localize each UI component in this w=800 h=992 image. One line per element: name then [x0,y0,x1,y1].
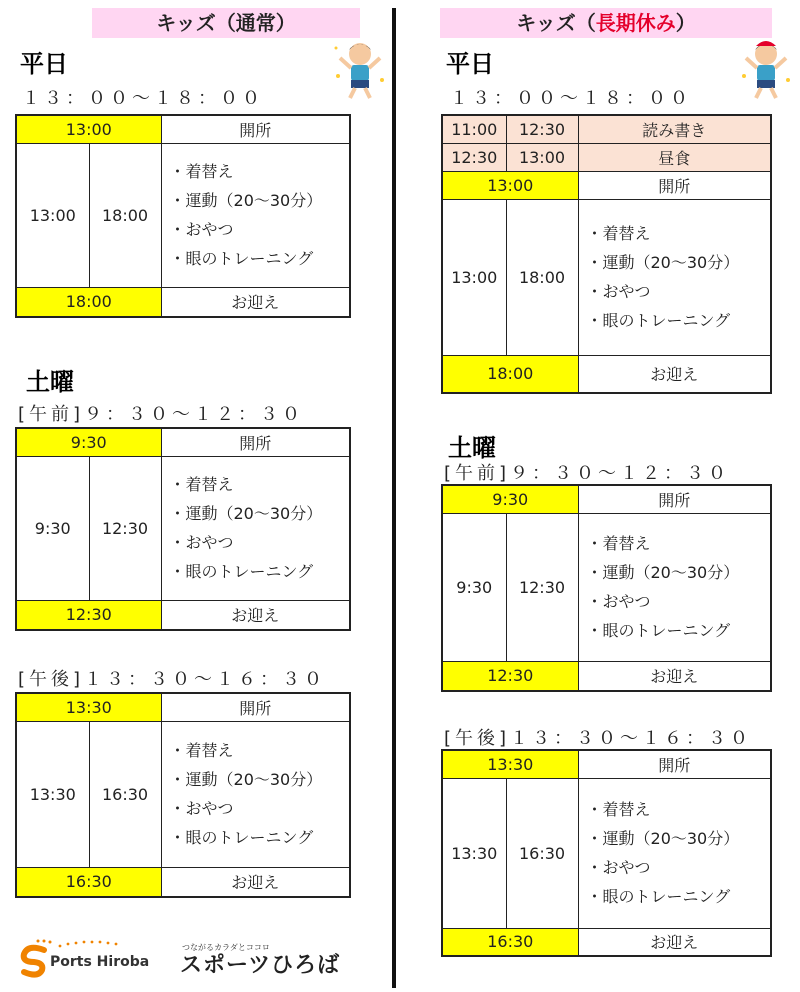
logo-name-jp: スポーツひろば [180,953,341,978]
activity-item: ・着替え [169,741,234,760]
column-divider [392,8,396,988]
end-time-cell: 12:30 [89,456,161,600]
left-saturday-pm-time: [午後]１３：３０～１６：３０ [18,669,327,690]
right-saturday-am-time: [午前]９：３０～１２：３０ [444,463,731,484]
pre-start-cell: 12:30 [442,143,506,171]
activity-item: ・運動（20～30分） [586,563,740,582]
open-label-cell: 開所 [578,485,771,513]
activity-item: ・着替え [586,534,651,553]
header-suffix: ） [675,11,696,35]
activity-item: ・おやつ [586,858,651,877]
pickup-time-cell: 18:00 [16,287,161,317]
left-weekday-table [15,114,351,318]
start-time-cell: 9:30 [442,513,506,661]
left-saturday-am-table [15,427,351,631]
activities-cell [578,513,771,661]
pickup-label-cell: お迎え [578,661,771,691]
start-time-cell: 9:30 [16,456,89,600]
activity-item: ・おやつ [586,282,651,301]
end-time-cell: 16:30 [89,721,161,867]
pickup-label-cell: お迎え [161,287,350,317]
left-column-header: キッズ（通常） [92,8,360,38]
kid-illustration-icon [330,36,390,102]
pickup-time-cell: 12:30 [442,661,578,691]
right-saturday-am-table [441,484,772,692]
activity-item: ・運動（20～30分） [586,829,740,848]
right-column-header [440,8,772,38]
open-time-cell: 9:30 [16,428,161,456]
start-time-cell: 13:30 [16,721,89,867]
end-time-cell: 18:00 [506,199,578,355]
open-label-cell: 開所 [161,115,350,143]
activity-item: ・眼のトレーニング [586,311,731,330]
header-prefix: キッズ（ [516,11,596,35]
end-time-cell: 18:00 [89,143,161,287]
logo-tagline: つながるカラダとココロ [182,943,270,952]
activities-cell [578,778,771,928]
activity-item: ・運動（20～30分） [586,253,740,272]
activity-item: ・おやつ [169,220,234,239]
pickup-time-cell: 16:30 [16,867,161,897]
pickup-label-cell: お迎え [578,355,771,393]
pickup-time-cell: 16:30 [442,928,578,956]
open-time-cell: 9:30 [442,485,578,513]
end-time-cell: 12:30 [506,513,578,661]
activities-cell [578,199,771,355]
dotted-arc-decoration [56,938,176,948]
activity-item: ・おやつ [169,799,234,818]
open-label-cell: 開所 [578,750,771,778]
activity-item: ・眼のトレーニング [586,621,731,640]
pre-end-cell: 12:30 [506,115,578,143]
start-time-cell: 13:30 [442,778,506,928]
pre-label-cell: 昼食 [578,143,771,171]
left-weekday-time: １３：００～１８：００ [22,88,264,109]
pickup-label-cell: お迎え [161,600,350,630]
kid-with-cap-illustration-icon [736,36,796,102]
pre-label-cell: 読み書き [578,115,771,143]
pre-end-cell: 13:00 [506,143,578,171]
pre-row [442,115,771,143]
right-saturday-pm-table [441,749,772,957]
open-time-cell: 13:00 [442,171,578,199]
pre-start-cell: 11:00 [442,115,506,143]
right-weekday-title: 平日 [446,50,494,78]
activity-item: ・おやつ [169,533,234,552]
activities-cell [161,143,350,287]
right-weekday-table [441,114,772,394]
pickup-time-cell: 18:00 [442,355,578,393]
activities-cell [161,456,350,600]
activity-item: ・着替え [169,162,234,181]
open-time-cell: 13:30 [16,693,161,721]
activity-item: ・運動（20～30分） [169,504,323,523]
activity-item: ・眼のトレーニング [586,887,731,906]
activity-item: ・着替え [169,475,234,494]
header-highlight: 長期休み [595,11,676,35]
left-saturday-title: 土曜 [26,368,74,396]
pickup-label-cell: お迎え [578,928,771,956]
activity-item: ・眼のトレーニング [169,249,314,268]
start-time-cell: 13:00 [16,143,89,287]
start-time-cell: 13:00 [442,199,506,355]
activity-item: ・眼のトレーニング [169,562,314,581]
open-label-cell: 開所 [161,428,350,456]
activity-item: ・眼のトレーニング [169,828,314,847]
left-weekday-title: 平日 [20,50,68,78]
pre-row [442,143,771,171]
activity-item: ・運動（20～30分） [169,770,323,789]
left-saturday-am-time: [午前]９：３０～１２：３０ [18,404,305,425]
activities-cell [161,721,350,867]
end-time-cell: 16:30 [506,778,578,928]
activity-item: ・着替え [586,224,651,243]
activity-item: ・着替え [586,800,651,819]
open-label-cell: 開所 [161,693,350,721]
activity-item: ・運動（20～30分） [169,191,323,210]
logo-name: Ports Hiroba [50,954,150,970]
open-time-cell: 13:00 [16,115,161,143]
left-saturday-pm-table [15,692,351,898]
pickup-label-cell: お迎え [161,867,350,897]
activity-item: ・おやつ [586,592,651,611]
right-weekday-time: １３：００～１８：００ [450,88,692,109]
open-label-cell: 開所 [578,171,771,199]
right-saturday-pm-time: [午後]１３：３０～１６：３０ [444,728,753,749]
pickup-time-cell: 12:30 [16,600,161,630]
right-saturday-title: 土曜 [448,434,496,462]
open-time-cell: 13:30 [442,750,578,778]
